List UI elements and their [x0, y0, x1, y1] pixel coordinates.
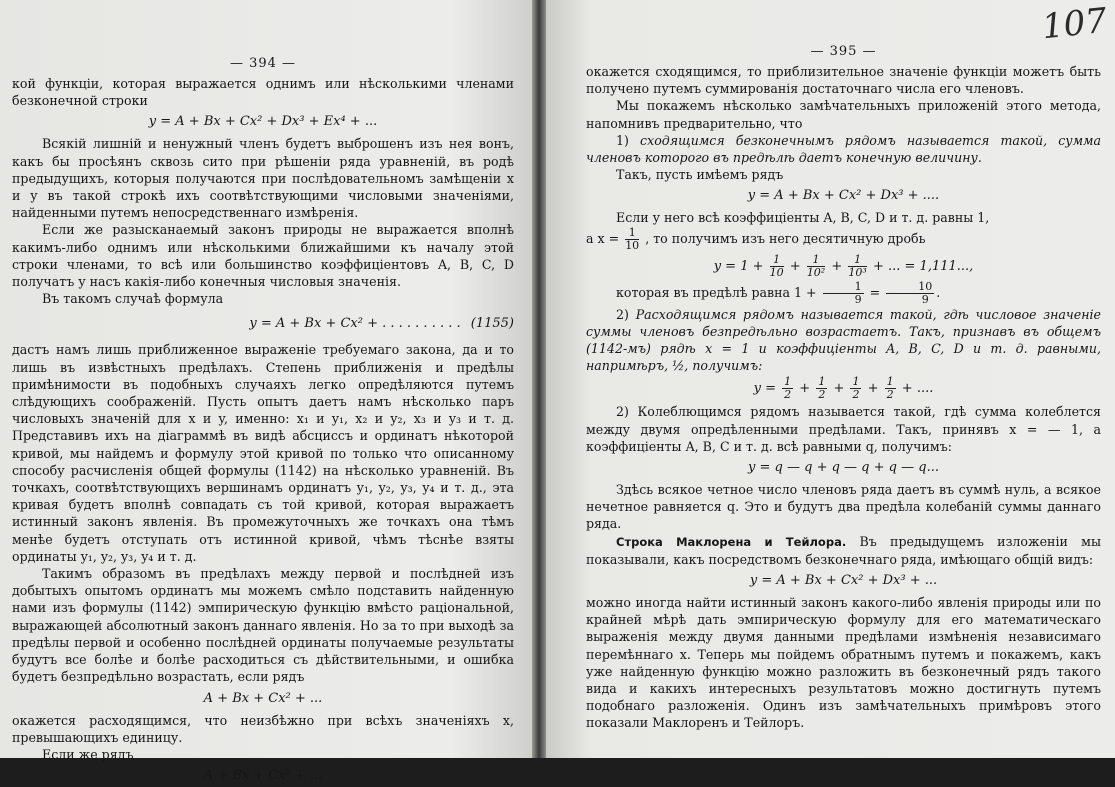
text: которая въ предѣлѣ равна 1 + — [616, 284, 817, 300]
denominator: 10³ — [848, 265, 867, 279]
paragraph: Такъ, пусть имѣемъ рядъ — [616, 167, 784, 183]
paragraph-with-fraction — [586, 227, 1101, 252]
definition-paragraph — [586, 132, 1101, 166]
numerator: 1 — [784, 375, 792, 389]
text: y = 1 + — [713, 258, 764, 274]
book-gutter — [532, 0, 546, 758]
paragraph: 2) Колеблющимся рядомъ называется такой, гдѣ сумма колеблется между двумя опредѣленными предѣлами. Такъ, принявъ x = — 1, а коэффиціенты A, B, C и т. д. всѣ равными q, получимъ: — [586, 404, 1101, 454]
denominator: 10² — [806, 265, 826, 279]
left-page — [0, 0, 532, 784]
page-number: — 394 — — [229, 56, 297, 71]
section-heading: Строка Маклорена и Тейлора. — [616, 534, 847, 549]
right-page — [546, 0, 1115, 758]
denominator: 9 — [854, 292, 862, 306]
denominator: 2 — [818, 388, 826, 402]
definition-paragraph — [586, 306, 1101, 375]
numerator: 1 — [848, 254, 866, 267]
text: = — [869, 284, 881, 300]
formula: y = A + Bx + Cx² + Dx³ + ... — [749, 573, 938, 589]
text: y = — [753, 381, 776, 397]
denominator: 2 — [784, 388, 792, 402]
fraction — [848, 254, 866, 279]
paragraph-text: Въ предыдущемъ изложеніи мы показывали, какъ посредствомъ безконечнаго ряда, имѣющаго общій видъ: — [586, 533, 1101, 567]
definition-text: Расходящимся рядомъ называется такой, гдѣ числовое значеніе суммы членовъ безпредѣльно возрастаетъ. Такъ, признавъ въ общемъ (1142-мъ) рядѣ x = 1 и коэффиціенты A, B, C, D и т. д. равными, напримѣръ, ½, получимъ: — [586, 306, 1101, 374]
numerator: 1 — [823, 281, 864, 294]
numerator: 1 — [770, 254, 784, 267]
formula: A + Bx + Cx² + ... — [203, 690, 323, 706]
formula: y = q — q + q — q + q — q... — [748, 460, 939, 476]
denominator: 2 — [852, 388, 860, 402]
paragraph: окажется расходящимся, что неизбѣжно при всѣхъ значеніяхъ x, превышающихъ единицу. — [12, 712, 514, 745]
item-number: 1) — [616, 132, 629, 148]
numerator: 10 — [886, 281, 934, 294]
section-paragraph — [586, 533, 1101, 568]
fraction — [850, 376, 861, 401]
paragraph: дастъ намъ лишь приближенное выраженіе требуемаго закона, да и то лишь въ извѣстныхъ предѣлахъ. Степень приближенія и предѣлы примѣнимости въ подобныхъ случаяхъ легко опредѣляются путемъ слѣдующихъ соображеній. Пусть опытъ даетъ намъ нѣсколько паръ числовыхъ значеній для x и y, именно: x₁ и y₁, x₂ и y₂, x₃ и y₃ и т. д. Представивъ ихъ на діаграммѣ въ видѣ абсциссъ и ординатъ нѣкоторой кривой, мы найдемъ и формулу этой кривой по только что описанному способу расчисленія общей формулы (1142) на нѣсколько уравненій. Въ точкахъ, соотвѣтствующихъ вершинамъ ординатъ y₁, y₂, y₃, y₄ и т. д., эта кривая будетъ вполнѣ совпадать съ той кривой, которая выражаетъ истинный законъ явленія. Въ промежуточныхъ же точкахъ она тѣмъ менѣе будетъ отступать отъ истинной кривой, чѣмъ тѣснѣе взяты ординаты y₁, y₂, y₃, y₄ и т. д. — [12, 342, 514, 564]
item-number: 2) — [616, 306, 629, 322]
paragraph-with-fraction — [586, 281, 1101, 306]
formula: y = A + Bx + Cx² + . . . . . . . . . . — [249, 316, 461, 332]
paragraph: Всякій лишній и ненужный членъ будетъ выброшенъ изъ нея вонъ, какъ бы просѣянъ сквозь сито при рѣшеніи ряда уравненій, въ родѣ предыдущихъ, которыя получаются при послѣдовательномъ замѣщеніи x и y въ такой строкѣ ихъ соотвѣтствующими числовыми значеніями, найденными путемъ непосредственнаго измѣренія. — [12, 136, 514, 221]
denominator: 2 — [886, 388, 894, 402]
paragraph: Если у него всѣ коэффиціенты A, B, C, D и т. д. равны 1, — [616, 210, 990, 226]
definition-text: сходящимся безконечнымъ рядомъ называется такой, сумма членовъ которого въ предѣлѣ даетъ конечную величину. — [586, 132, 1101, 166]
text: + .... — [901, 381, 934, 397]
fraction — [782, 376, 793, 401]
text: . — [936, 284, 941, 300]
numerator: 1 — [852, 375, 860, 389]
denominator: 10 — [625, 238, 640, 252]
fraction — [886, 281, 934, 306]
fraction — [770, 254, 784, 279]
text: + ... = 1,111..., — [872, 258, 974, 274]
formula: y = A + Bx + Cx² + Dx³ + Ex⁴ + ... — [148, 114, 378, 130]
handwritten-page-mark: 107 — [1040, 0, 1109, 48]
fraction — [625, 227, 639, 252]
paragraph: Здѣсь всякое четное число членовъ ряда даетъ въ суммѣ нуль, а всякое нечетное равняется q. Это и будутъ два предѣла колебаній суммы даннаго ряда. — [586, 482, 1101, 532]
paragraph: можно иногда найти истинный законъ какого-либо явленія природы или по крайней мѣрѣ дать эмпирическую формулу для его математическаго выраженія между двумя данными предѣлами измѣненія независимаго перемѣннаго x. Теперь мы пойдемъ обратнымъ путемъ и покажемъ, какъ уже найденную функцію можно разложить въ безконечный рядъ такого вида и какихъ интересныхъ результатовъ можно достигнуть путемъ подобнаго разложенія. Одинъ изъ замѣчательныхъ примѣровъ этого показали Маклоренъ и Тейлоръ. — [586, 595, 1101, 731]
denominator: 10 — [769, 265, 784, 279]
paragraph: Если же рядъ — [42, 746, 134, 762]
paragraph: Мы покажемъ нѣсколько замѣчательныхъ приложеній этого метода, напомнивъ предварительно, что — [586, 98, 1101, 131]
formula: A + Bx + Cx² + ... — [203, 768, 323, 784]
paragraph: кой функціи, которая выражается однимъ или нѣсколькими членами безконечной строки — [12, 76, 514, 109]
fraction — [816, 376, 827, 401]
numerator: 1 — [818, 375, 826, 389]
denominator: 9 — [921, 292, 929, 306]
text: а x = — [586, 230, 620, 246]
paragraph: окажется сходящимся, то приблизительное значеніе функціи можетъ быть получено путемъ суммированія достаточнаго числа его членовъ. — [586, 64, 1101, 97]
formula-number: (1155) — [470, 316, 514, 332]
paragraph: Если же разысканаемый законъ природы не выражается вполнѣ какимъ-либо однимъ или нѣсколькими ближайшими къ началу этой строки членами, то всѣ или большинство коэффиціентовъ A, B, C, D получатъ у насъ какія-либо конечныя числовыя значенія. — [12, 222, 514, 290]
fraction — [807, 254, 825, 279]
page-number: — 395 — — [810, 44, 877, 59]
text: , то получимъ изъ него десятичную дробь — [645, 230, 926, 246]
numerator: 1 — [807, 254, 825, 267]
numbered-formula — [12, 311, 514, 337]
formula: y = A + Bx + Cx² + Dx³ + .... — [747, 188, 940, 204]
formula: y = $\frac{1}{2}$ + $\frac{1}{2}$ + $\frac{1}{2}$ + $\frac{1}{2}$ + .... — [753, 375, 934, 402]
fraction — [885, 376, 896, 401]
paragraph: Въ такомъ случаѣ формула — [42, 291, 224, 307]
formula: y = 1 + $\frac{1}{10}$ + $\frac{1}{\text{10²}}$ + $\frac{1}{\text{10³}}$ + ... = 1,111..., — [713, 252, 974, 279]
fraction — [823, 281, 864, 306]
paragraph: Такимъ образомъ въ предѣлахъ между первой и послѣдней изъ добытыхъ опытомъ ординатъ мы можемъ смѣло подставить найденную нами изъ формулы (1142) эмпирическую функцію вмѣсто раціональной, выражающей абсолютный законъ даннаго явленія. Но за то при выходѣ за предѣлы первой и особенно послѣдней ординаты получаемые результаты будутъ все болѣе и болѣе расходиться съ дѣйствительными, и ошибка будетъ безпредѣльно возрастать, если рядъ — [12, 566, 514, 685]
numerator: 1 — [886, 375, 894, 389]
numerator: 1 — [625, 227, 639, 240]
